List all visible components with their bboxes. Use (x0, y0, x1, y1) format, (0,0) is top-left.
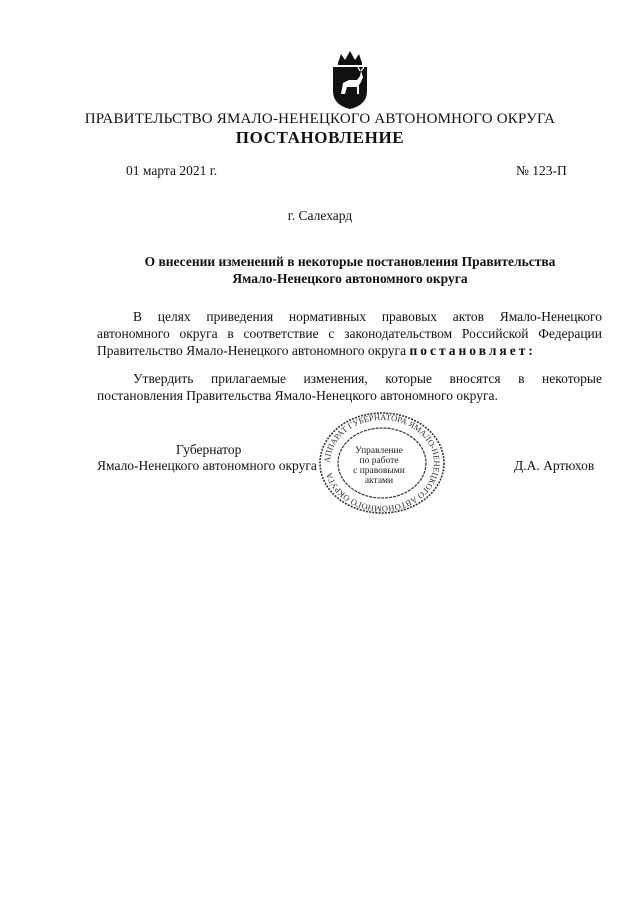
signatory-position: Губернатор (176, 442, 242, 457)
document-title-line1: О внесении изменений в некоторые постановления Правительства (144, 254, 556, 269)
signatory-name: Д.А. Артюхов (514, 458, 595, 473)
document-number: № 123-П (516, 163, 567, 178)
document-date: 01 марта 2021 г. (126, 163, 218, 178)
stamp-line: с правовыми (353, 466, 405, 476)
body-paragraph-2 (97, 370, 602, 404)
body-paragraph-2-text: Утвердить прилагаемые изменения, которые вносятся в некоторые постановления Правительства Ямало-Ненецкого автономного округа. (97, 371, 602, 403)
document-title (110, 253, 590, 287)
stamp-line: по работе (359, 456, 399, 466)
organization-name: ПРАВИТЕЛЬСТВО ЯМАЛО-НЕНЕЦКОГО АВТОНОМНОГО ОКРУГА (84, 111, 556, 127)
signatory-position-region: Ямало-Ненецкого автономного округа (97, 458, 317, 473)
stamp-center-text (334, 446, 424, 486)
stamp-ring-text: АППАРАТ ГУБЕРНАТОРА ЯМАЛО-НЕНЕЦКОГО АВТОНОМНОГО ОКРУГА (321, 411, 443, 515)
document-city: г. Салехард (287, 208, 353, 223)
coat-of-arms-icon (327, 49, 373, 111)
body-paragraph-1 (97, 308, 602, 359)
stamp-line: Управление (355, 446, 403, 456)
stamp-line: актами (364, 476, 394, 486)
document-title-line2: Ямало-Ненецкого автономного округа (232, 271, 468, 286)
resolves-word: постановляет: (409, 343, 536, 358)
document-type: ПОСТАНОВЛЕНИЕ (235, 128, 405, 147)
body-paragraph-1-text: В целях приведения нормативных правовых актов Ямало-Ненецкого автономного округа в соответствие с законодательством Российской Федерации Правительство Ямало-Ненецкого автономного округа (97, 309, 602, 358)
